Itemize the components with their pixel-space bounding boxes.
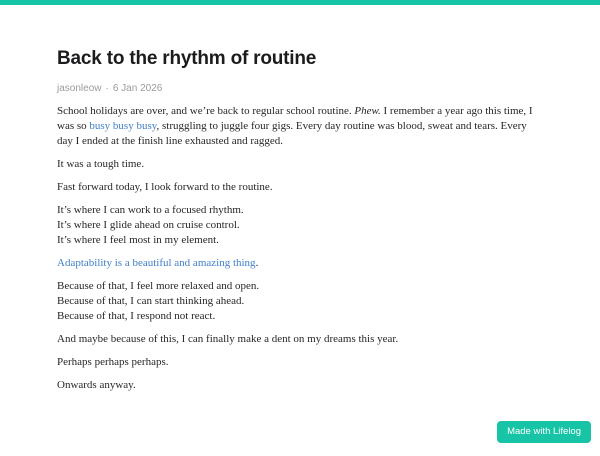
paragraph-adaptability	[57, 256, 541, 271]
paragraph-dreams: And maybe because of this, I can finally make a dent on my dreams this year.	[57, 333, 399, 345]
post-date: 6 Jan 2026	[112, 83, 163, 94]
post-body	[57, 104, 541, 393]
adaptability-link[interactable]: Adaptability is a beautiful and amazing thing	[57, 257, 256, 269]
busy-busy-busy-link[interactable]: busy busy busy	[89, 120, 157, 132]
blog-post-page	[0, 5, 541, 393]
line-thinking-ahead: Because of that, I can start thinking ahead.	[57, 295, 245, 307]
line-element: It’s where I feel most in my element.	[57, 234, 219, 246]
post-meta	[57, 83, 541, 95]
line-relaxed-open: Because of that, I feel more relaxed and open.	[57, 280, 260, 292]
paragraph-fast-forward: Fast forward today, I look forward to the routine.	[57, 181, 273, 193]
intro-text-2: I remember a year ago this time, I was so	[57, 105, 533, 132]
made-with-lifelog-badge[interactable]: Made with Lifelog	[497, 421, 591, 444]
paragraph-its-where	[57, 203, 541, 248]
post-title: Back to the rhythm of routine	[57, 48, 317, 69]
paragraph-perhaps: Perhaps perhaps perhaps.	[57, 356, 169, 368]
paragraph-because	[57, 279, 541, 324]
paragraph-intro	[57, 104, 541, 149]
intro-text-3: , struggling to juggle four gigs. Every day routine was blood, sweat and tears. Every day I ended at the finish line exhausted and ragged.	[57, 120, 527, 147]
intro-text-1: School holidays are over, and we’re back to regular school routine.	[57, 105, 355, 117]
line-respond-not-react: Because of that, I respond not react.	[57, 310, 216, 322]
meta-separator: ·	[105, 83, 109, 94]
line-focused-rhythm: It’s where I can work to a focused rhythm.	[57, 204, 244, 216]
paragraph-onwards: Onwards anyway.	[57, 379, 136, 391]
intro-italic: Phew.	[354, 105, 381, 117]
paragraph-tough-time: It was a tough time.	[57, 158, 145, 170]
line-cruise-control: It’s where I glide ahead on cruise control.	[57, 219, 240, 231]
adaptability-period: .	[255, 257, 259, 269]
author-link[interactable]: jasonleow	[57, 83, 102, 94]
